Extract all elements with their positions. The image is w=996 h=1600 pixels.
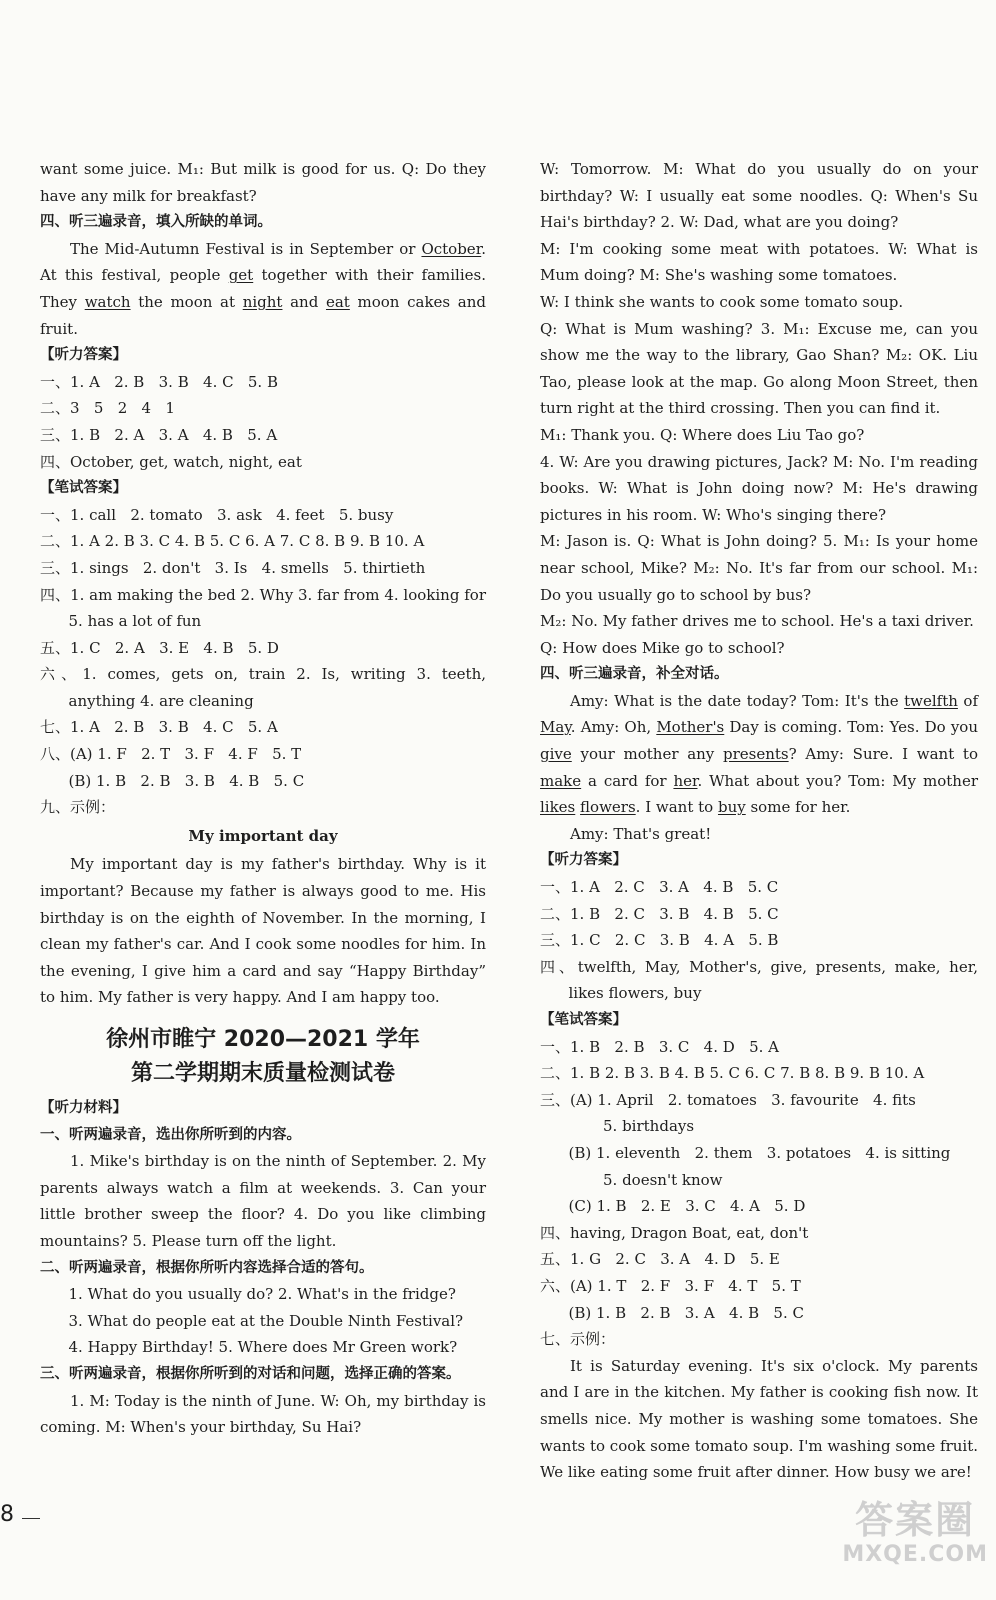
section-heading: 二、听两遍录音，根据你所听内容选择合适的答句。 bbox=[40, 1259, 374, 1276]
answer-line: 五、1. C 2. A 3. E 4. B 5. D bbox=[40, 638, 279, 657]
answer-line: 5. birthdays bbox=[603, 1117, 695, 1136]
written-answers-heading: 【笔试答案】 bbox=[540, 1012, 627, 1028]
paragraph: 1. What do you usually do? 2. What's in the fridge? bbox=[68, 1285, 456, 1304]
answer-line: 一、1. B 2. B 3. C 4. D 5. A bbox=[540, 1037, 779, 1056]
answer-line: 五、1. G 2. C 3. A 4. D 5. E bbox=[540, 1250, 780, 1269]
exam-title: 徐州市睢宁 2020—2021 学年 第二学期期末质量检测试卷 bbox=[106, 1027, 420, 1086]
listening-answers-heading: 【听力答案】 bbox=[40, 347, 127, 364]
answer-line: 七、1. A 2. B 3. B 4. C 5. A bbox=[40, 718, 278, 737]
answer-line: (B) 1. B 2. B 3. B 4. B 5. C bbox=[68, 771, 305, 790]
answer-line: 六、1. comes, gets on, train 2. Is, writing 3. teeth, anything 4. are cleaning bbox=[40, 665, 486, 710]
answer-line: 三、1. C 2. C 3. B 4. A 5. B bbox=[540, 931, 779, 950]
paragraph: 1. M: Today is the ninth of June. W: Oh, my birthday is coming. M: When's your birthday, Su Hai? bbox=[40, 1391, 486, 1437]
answer-line: (B) 1. eleventh 2. them 3. potatoes 4. is sitting bbox=[568, 1143, 951, 1162]
paragraph: M: I'm cooking some meat with potatoes. W: What is Mum doing? M: She's washing some tomatoes. bbox=[540, 239, 978, 285]
answer-line: (B) 1. B 2. B 3. A 4. B 5. C bbox=[568, 1303, 804, 1322]
page-number: 8 bbox=[0, 1502, 14, 1527]
watermark bbox=[842, 1498, 988, 1567]
answer-line: 三、1. B 2. A 3. A 4. B 5. A bbox=[40, 425, 278, 444]
written-answers-heading: 【笔试答案】 bbox=[40, 480, 127, 497]
paragraph: W: I think she wants to cook some tomato soup. bbox=[540, 292, 904, 311]
answer-line: 一、1. A 2. B 3. B 4. C 5. B bbox=[40, 372, 278, 391]
section-heading: 一、听两遍录音，选出你所听到的内容。 bbox=[40, 1126, 301, 1143]
answer-line: 八、(A) 1. F 2. T 3. F 4. F 5. T bbox=[40, 745, 302, 764]
paragraph: 4. W: Are you drawing pictures, Jack? M: No. I'm reading books. W: What is John doing now? M: He's drawing pictures in his room. W: Who's singing there? bbox=[540, 452, 978, 524]
paragraph: M₁: Thank you. Q: Where does Liu Tao go? bbox=[540, 425, 865, 444]
paragraph: Q: How does Mike go to school? bbox=[540, 638, 785, 657]
answer-line: 四、twelfth, May, Mother's, give, presents, make, her, likes flowers, buy bbox=[540, 957, 978, 1003]
answer-line: 5. doesn't know bbox=[603, 1170, 723, 1189]
page-number-rule bbox=[22, 1518, 40, 1519]
paragraph: want some juice. M₁: But milk is good for us. Q: Do they have any milk for breakfast? bbox=[40, 160, 486, 205]
answer-line: 四、having, Dragon Boat, eat, don't bbox=[540, 1223, 809, 1242]
paragraph: M: Jason is. Q: What is John doing? 5. M₁: Is your home near school, Mike? M₂: No. It's far from our school. M₁: Do you usually go to school by bus? bbox=[540, 532, 978, 604]
answer-line: 二、1. B 2. C 3. B 4. B 5. C bbox=[540, 904, 779, 923]
section-heading: 四、听三遍录音，填入所缺的单词。 bbox=[40, 214, 272, 231]
paragraph: M₂: No. My father drives me to school. He's a taxi driver. bbox=[540, 612, 974, 631]
paragraph: 3. What do people eat at the Double Ninth Festival? bbox=[68, 1311, 464, 1330]
sample-essay: It is Saturday evening. It's six o'clock. My parents and I are in the kitchen. My father is cooking fish now. It smells nice. My mother is washing some tomatoes. She wants to cook some tomato soup. I'm washing some fruit. We like eating some fruit after dinner. How busy we are! bbox=[540, 1356, 978, 1482]
paragraph: Amy: That's great! bbox=[570, 824, 712, 843]
answer-line: 一、1. A 2. C 3. A 4. B 5. C bbox=[540, 878, 779, 897]
answer-line: 四、October, get, watch, night, eat bbox=[40, 452, 302, 471]
answer-line: 六、(A) 1. T 2. F 3. F 4. T 5. T bbox=[540, 1276, 801, 1295]
answer-line: 二、1. B 2. B 3. B 4. B 5. C 6. C 7. B 8. B 9. B 10. A bbox=[540, 1064, 925, 1083]
fill-in-passage: The Mid-Autumn Festival is in September or October. At this festival, people get together with their families. They watch the moon at night and eat moon cakes and fruit. bbox=[40, 239, 486, 338]
essay-title: My important day bbox=[188, 826, 338, 845]
answer-line: (C) 1. B 2. E 3. C 4. A 5. D bbox=[568, 1197, 806, 1216]
listening-material-heading: 【听力材料】 bbox=[40, 1100, 127, 1116]
paragraph: 4. Happy Birthday! 5. Where does Mr Green work? bbox=[68, 1338, 458, 1357]
answer-line: 三、(A) 1. April 2. tomatoes 3. favourite 4. fits bbox=[540, 1090, 916, 1109]
paragraph: 1. Mike's birthday is on the ninth of September. 2. My parents always watch a film at weekends. 3. Can your little brother sweep the floor? 4. Do you like climbing mountains? 5. Please turn off the light. bbox=[40, 1152, 486, 1250]
listening-answers-heading: 【听力答案】 bbox=[540, 852, 627, 869]
answer-line: 四、1. am making the bed 2. Why 3. far from 4. looking for 5. has a lot of fun bbox=[40, 585, 486, 631]
watermark-logo: 答案圈 bbox=[855, 1498, 976, 1542]
fill-in-dialogue: Amy: What is the date today? Tom: It's the twelfth of May. Amy: Oh, Mother's Day is coming. Tom: Yes. Do you give your mother any presents? Amy: Sure. I want to make a card for her. What about you? Tom: My mother likes flowers. I want to buy some for her. bbox=[540, 691, 978, 817]
answer-line: 一、1. call 2. tomato 3. ask 4. feet 5. busy bbox=[40, 505, 394, 524]
sample-essay: My important day is my father's birthday. Why is it important? Because my father is always good to me. His birthday is on the eighth of November. In the morning, I clean my father's car. And I cook some noodles for him. In the evening, I give him a card and say “Happy Birthday” to him. My father is very happy. And I am happy too. bbox=[40, 855, 486, 1007]
left-column bbox=[40, 156, 486, 1441]
section-heading: 四、听三遍录音，补全对话。 bbox=[540, 666, 729, 683]
answer-line: 七、示例： bbox=[540, 1330, 616, 1349]
answer-line: 二、3 5 2 4 1 bbox=[40, 399, 175, 418]
answer-line: 九、示例： bbox=[40, 798, 116, 817]
answer-line: 二、1. A 2. B 3. C 4. B 5. C 6. A 7. C 8. B 9. B 10. A bbox=[40, 532, 425, 551]
watermark-url: MXQE.COM bbox=[842, 1542, 988, 1567]
paragraph: Q: What is Mum washing? 3. M₁: Excuse me, can you show me the way to the library, Gao Shan? M₂: OK. Liu Tao, please look at the map. Go along Moon Street, then turn right at the third crossing. Then you can find it. bbox=[540, 319, 978, 418]
section-heading: 三、听两遍录音，根据你所听到的对话和问题，选择正确的答案。 bbox=[40, 1365, 461, 1382]
paragraph: W: Tomorrow. M: What do you usually do on your birthday? W: I usually eat some noodles. Q: When's Su Hai's birthday? 2. W: Dad, what are you doing? bbox=[540, 160, 978, 232]
right-column bbox=[540, 156, 978, 1486]
answer-line: 三、1. sings 2. don't 3. Is 4. smells 5. thirtieth bbox=[40, 558, 426, 577]
